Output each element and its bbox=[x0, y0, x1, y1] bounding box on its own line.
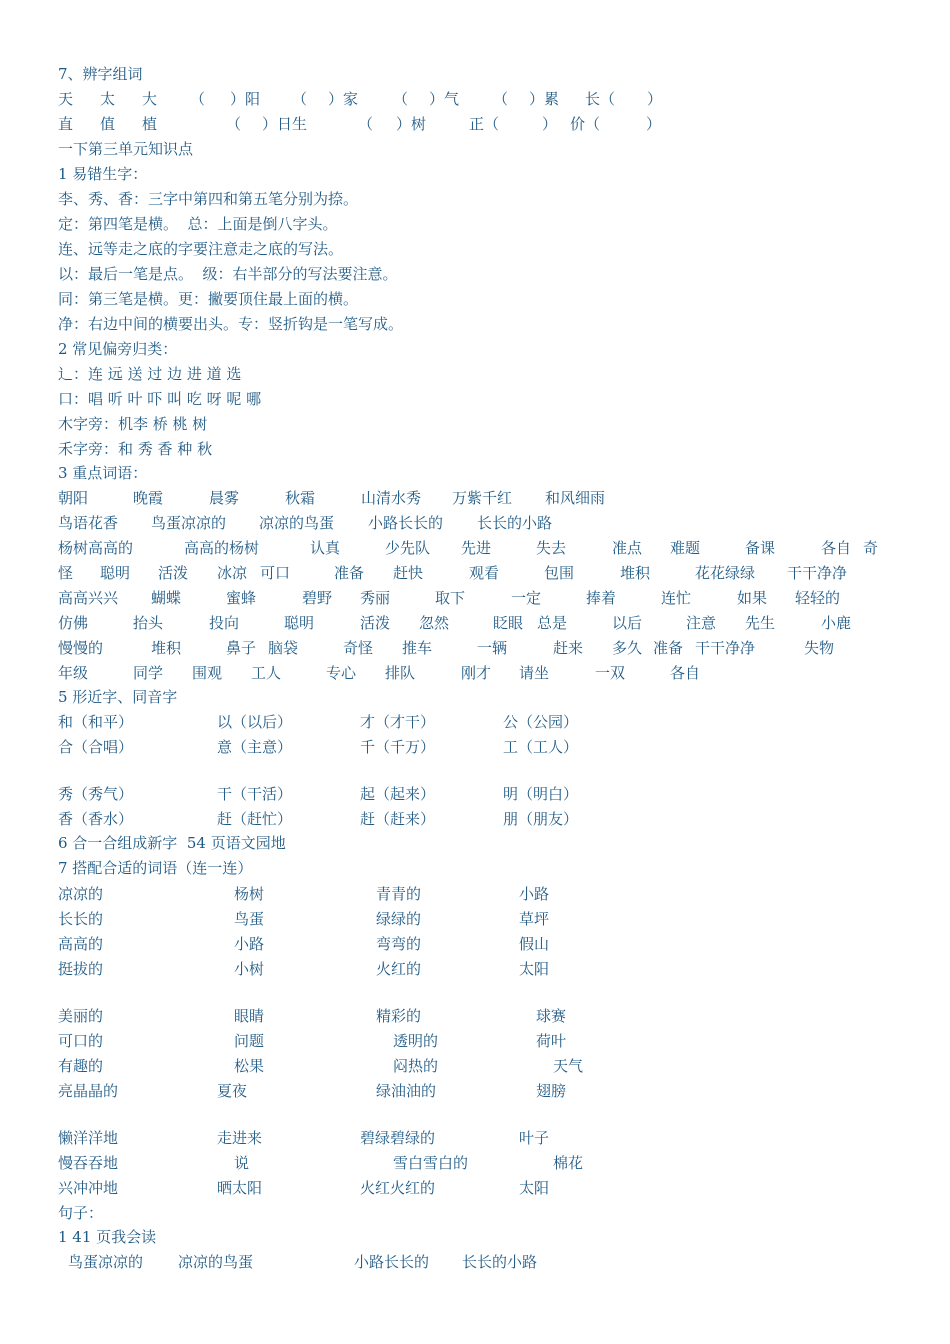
text-cell: 雪白雪白的 bbox=[393, 1154, 469, 1172]
text-cell: 准点 bbox=[612, 539, 643, 557]
text-cell: 口：唱 听 叶 吓 叫 吃 呀 呢 哪 bbox=[58, 390, 262, 408]
text-cell: 天气 bbox=[553, 1057, 584, 1075]
text-cell: 小路 bbox=[234, 935, 265, 953]
text-cell: 晨雾 bbox=[209, 489, 240, 507]
text-cell: 赶（赶来） bbox=[360, 810, 436, 828]
text-cell: 刚才 bbox=[461, 664, 492, 682]
text-cell: 轻轻的 bbox=[795, 589, 841, 607]
text-cell: 排队 bbox=[385, 664, 416, 682]
text-cell: 6 合一合组成新字 54 页语文园地 bbox=[58, 834, 286, 852]
text-cell: 一定 bbox=[511, 589, 542, 607]
text-cell: 小树 bbox=[234, 960, 265, 978]
text-cell: 碧绿碧绿的 bbox=[360, 1129, 436, 1147]
text-cell: 如果 bbox=[737, 589, 768, 607]
text-cell: 备课 bbox=[745, 539, 776, 557]
text-cell: 兴冲冲地 bbox=[58, 1179, 119, 1197]
text-cell: 先进 bbox=[461, 539, 492, 557]
text-cell: 翅膀 bbox=[536, 1082, 567, 1100]
text-cell: 凉凉的鸟蛋 bbox=[259, 514, 335, 532]
text-cell: 木字旁：机李 桥 桃 树 bbox=[58, 415, 208, 433]
text-cell: （ bbox=[292, 90, 308, 108]
text-cell: 慢慢的 bbox=[58, 639, 104, 657]
text-cell: 和风细雨 bbox=[545, 489, 606, 507]
text-cell: （ bbox=[393, 90, 409, 108]
text-cell: 长长的 bbox=[58, 910, 104, 928]
text-cell: 明（明白） bbox=[503, 785, 579, 803]
text-cell: 荷叶 bbox=[536, 1032, 567, 1050]
text-cell: 观看 bbox=[469, 564, 500, 582]
text-cell: 晚霞 bbox=[133, 489, 164, 507]
text-cell: ）树 bbox=[396, 115, 427, 133]
text-cell: 同学 bbox=[133, 664, 164, 682]
text-cell: 长长的小路 bbox=[477, 514, 553, 532]
text-cell: 奇怪 bbox=[343, 639, 374, 657]
text-cell: 取下 bbox=[435, 589, 466, 607]
text-cell: 定：第四笔是横。 总：上面是倒八字头。 bbox=[58, 215, 338, 233]
text-cell: 可口的 bbox=[58, 1032, 104, 1050]
text-cell: 叶子 bbox=[519, 1129, 550, 1147]
text-cell: 绿绿的 bbox=[376, 910, 422, 928]
text-cell: 脑袋 bbox=[268, 639, 299, 657]
text-cell: 可口 bbox=[260, 564, 291, 582]
text-cell: ） bbox=[647, 90, 663, 108]
text-cell: 小鹿 bbox=[821, 614, 852, 632]
text-cell: 和（和平） bbox=[58, 713, 134, 731]
text-cell: ）气 bbox=[429, 90, 460, 108]
text-cell: 鸟蛋凉凉的 bbox=[151, 514, 227, 532]
text-cell: 包围 bbox=[544, 564, 575, 582]
text-cell: 杨树 bbox=[234, 885, 265, 903]
text-cell: 投向 bbox=[209, 614, 240, 632]
text-cell: 植 bbox=[142, 115, 158, 133]
text-cell: 问题 bbox=[234, 1032, 265, 1050]
text-cell: 秀丽 bbox=[360, 589, 391, 607]
text-cell: 秋霜 bbox=[285, 489, 316, 507]
text-cell: 聪明 bbox=[100, 564, 131, 582]
text-cell: （ bbox=[493, 90, 509, 108]
text-cell: 句子： bbox=[58, 1204, 104, 1222]
text-cell: 美丽的 bbox=[58, 1007, 104, 1025]
text-cell: 失去 bbox=[536, 539, 567, 557]
text-cell: 小路 bbox=[519, 885, 550, 903]
text-cell: 干干净净 bbox=[787, 564, 848, 582]
text-cell: 活泼 bbox=[158, 564, 189, 582]
text-cell: 长长的小路 bbox=[462, 1253, 538, 1271]
text-cell: 2 常见偏旁归类： bbox=[58, 340, 178, 358]
text-cell: 1 易错生字： bbox=[58, 165, 148, 183]
text-cell: 失物 bbox=[804, 639, 835, 657]
text-cell: ）日生 bbox=[262, 115, 308, 133]
text-cell: 赶（赶忙） bbox=[217, 810, 293, 828]
text-cell: 少先队 bbox=[385, 539, 431, 557]
text-cell: 草坪 bbox=[519, 910, 550, 928]
text-cell: 价（ bbox=[570, 115, 601, 133]
text-cell: 松果 bbox=[234, 1057, 265, 1075]
text-cell: ） bbox=[646, 115, 662, 133]
text-cell: 长（ bbox=[585, 90, 616, 108]
text-cell: 以：最后一笔是点。 级：右半部分的写法要注意。 bbox=[58, 265, 398, 283]
text-cell: 年级 bbox=[58, 664, 89, 682]
text-cell: 聪明 bbox=[284, 614, 315, 632]
text-cell: 夏夜 bbox=[217, 1082, 248, 1100]
text-cell: 抬头 bbox=[133, 614, 164, 632]
text-cell: 难题 bbox=[670, 539, 701, 557]
text-cell: 工（工人） bbox=[503, 738, 579, 756]
text-cell: 火红火红的 bbox=[360, 1179, 436, 1197]
text-cell: 注意 bbox=[686, 614, 717, 632]
text-cell: 李、秀、香：三字中第四和第五笔分别为捺。 bbox=[58, 190, 359, 208]
text-cell: 闷热的 bbox=[393, 1057, 439, 1075]
text-cell: 才（才干） bbox=[360, 713, 436, 731]
text-cell: 凉凉的 bbox=[58, 885, 104, 903]
text-cell: 千（千万） bbox=[360, 738, 436, 756]
text-cell: 意（主意） bbox=[217, 738, 293, 756]
text-cell: 正（ bbox=[469, 115, 500, 133]
text-cell: 奇 bbox=[863, 539, 879, 557]
text-cell: 冰凉 bbox=[217, 564, 248, 582]
text-cell: 小路长长的 bbox=[354, 1253, 430, 1271]
text-cell: 太 bbox=[100, 90, 116, 108]
text-cell: 公（公园） bbox=[503, 713, 579, 731]
text-cell: 高高的 bbox=[58, 935, 104, 953]
text-cell: 精彩的 bbox=[376, 1007, 422, 1025]
text-cell: 万紫千红 bbox=[452, 489, 513, 507]
text-cell: 各自 bbox=[670, 664, 701, 682]
text-cell: 堆积 bbox=[620, 564, 651, 582]
text-cell: 3 重点词语： bbox=[58, 464, 148, 482]
text-cell: 总是 bbox=[537, 614, 568, 632]
text-cell: 以（以后） bbox=[217, 713, 293, 731]
text-cell: 眨眼 bbox=[493, 614, 524, 632]
text-cell: 5 形近字、同音字 bbox=[58, 688, 178, 706]
text-cell: 辶：连 远 送 过 边 进 道 选 bbox=[58, 365, 242, 383]
text-cell: 忽然 bbox=[419, 614, 450, 632]
text-cell: 各自 bbox=[821, 539, 852, 557]
text-cell: 赶快 bbox=[393, 564, 424, 582]
text-cell: 准备 bbox=[653, 639, 684, 657]
text-cell: 7 搭配合适的词语（连一连） bbox=[58, 859, 253, 877]
text-cell: 朋（朋友） bbox=[503, 810, 579, 828]
text-cell: 专心 bbox=[326, 664, 357, 682]
text-cell: 鸟蛋凉凉的 bbox=[68, 1253, 144, 1271]
text-cell: 1 41 页我会读 bbox=[58, 1228, 157, 1246]
text-cell: 走进来 bbox=[217, 1129, 263, 1147]
text-cell: 一辆 bbox=[477, 639, 508, 657]
text-cell: 小路长长的 bbox=[368, 514, 444, 532]
text-cell: 棉花 bbox=[553, 1154, 584, 1172]
text-cell: ） bbox=[542, 115, 558, 133]
text-cell: 鸟蛋 bbox=[234, 910, 265, 928]
text-cell: 晒太阳 bbox=[217, 1179, 263, 1197]
text-cell: 多久 bbox=[612, 639, 643, 657]
text-cell: 围观 bbox=[192, 664, 223, 682]
text-cell: 认真 bbox=[310, 539, 341, 557]
text-cell: 凉凉的鸟蛋 bbox=[178, 1253, 254, 1271]
text-cell: （ bbox=[358, 115, 374, 133]
text-cell: 蝴蝶 bbox=[151, 589, 182, 607]
text-cell: ）累 bbox=[529, 90, 560, 108]
text-cell: （ bbox=[226, 115, 242, 133]
text-cell: 秀（秀气） bbox=[58, 785, 134, 803]
text-cell: 弯弯的 bbox=[376, 935, 422, 953]
text-cell: 捧着 bbox=[586, 589, 617, 607]
text-cell: 禾字旁：和 秀 香 种 秋 bbox=[58, 440, 213, 458]
text-cell: 赶来 bbox=[553, 639, 584, 657]
text-cell: 杨树高高的 bbox=[58, 539, 134, 557]
text-cell: ）阳 bbox=[230, 90, 261, 108]
text-cell: 球赛 bbox=[536, 1007, 567, 1025]
text-cell: 净：右边中间的横要出头。专：竖折钩是一笔写成。 bbox=[58, 315, 404, 333]
text-cell: 同：第三笔是横。更：撇要顶住最上面的横。 bbox=[58, 290, 359, 308]
text-cell: 请坐 bbox=[519, 664, 550, 682]
text-cell: 工人 bbox=[251, 664, 282, 682]
text-cell: 懒洋洋地 bbox=[58, 1129, 119, 1147]
text-cell: 大 bbox=[142, 90, 158, 108]
text-cell: 山清水秀 bbox=[361, 489, 422, 507]
text-cell: 仿佛 bbox=[58, 614, 89, 632]
text-cell: 透明的 bbox=[393, 1032, 439, 1050]
text-cell: （ bbox=[190, 90, 206, 108]
text-cell: 亮晶晶的 bbox=[58, 1082, 119, 1100]
text-cell: 一下第三单元知识点 bbox=[58, 140, 194, 158]
text-cell: 直 bbox=[58, 115, 74, 133]
text-cell: 太阳 bbox=[519, 960, 550, 978]
text-cell: 堆积 bbox=[151, 639, 182, 657]
text-cell: 青青的 bbox=[376, 885, 422, 903]
text-cell: 7、辨字组词 bbox=[58, 65, 143, 83]
text-cell: 眼睛 bbox=[234, 1007, 265, 1025]
text-cell: 花花绿绿 bbox=[695, 564, 756, 582]
text-cell: 值 bbox=[100, 115, 116, 133]
text-cell: 连、远等走之底的字要注意走之底的写法。 bbox=[58, 240, 344, 258]
text-cell: 一双 bbox=[595, 664, 626, 682]
text-cell: 高高兴兴 bbox=[58, 589, 119, 607]
text-cell: 以后 bbox=[612, 614, 643, 632]
text-cell: 推车 bbox=[402, 639, 433, 657]
text-cell: 说 bbox=[234, 1154, 250, 1172]
text-cell: 有趣的 bbox=[58, 1057, 104, 1075]
text-cell: 绿油油的 bbox=[376, 1082, 437, 1100]
text-cell: 怪 bbox=[58, 564, 74, 582]
text-cell: 天 bbox=[58, 90, 74, 108]
text-cell: 起（起来） bbox=[360, 785, 436, 803]
text-cell: 鸟语花香 bbox=[58, 514, 119, 532]
text-cell: 太阳 bbox=[519, 1179, 550, 1197]
text-cell: 挺拔的 bbox=[58, 960, 104, 978]
text-cell: 干干净净 bbox=[695, 639, 756, 657]
text-cell: 连忙 bbox=[661, 589, 692, 607]
text-cell: ）家 bbox=[328, 90, 359, 108]
text-cell: 准备 bbox=[334, 564, 365, 582]
text-cell: 朝阳 bbox=[58, 489, 89, 507]
text-cell: 火红的 bbox=[376, 960, 422, 978]
text-cell: 假山 bbox=[519, 935, 550, 953]
text-cell: 蜜蜂 bbox=[226, 589, 257, 607]
text-cell: 活泼 bbox=[360, 614, 391, 632]
text-cell: 合（合唱） bbox=[58, 738, 134, 756]
text-cell: 碧野 bbox=[302, 589, 333, 607]
text-cell: 香（香水） bbox=[58, 810, 134, 828]
text-cell: 高高的杨树 bbox=[184, 539, 260, 557]
text-cell: 慢吞吞地 bbox=[58, 1154, 119, 1172]
text-cell: 鼻子 bbox=[226, 639, 257, 657]
text-cell: 干（干活） bbox=[217, 785, 293, 803]
text-cell: 先生 bbox=[745, 614, 776, 632]
